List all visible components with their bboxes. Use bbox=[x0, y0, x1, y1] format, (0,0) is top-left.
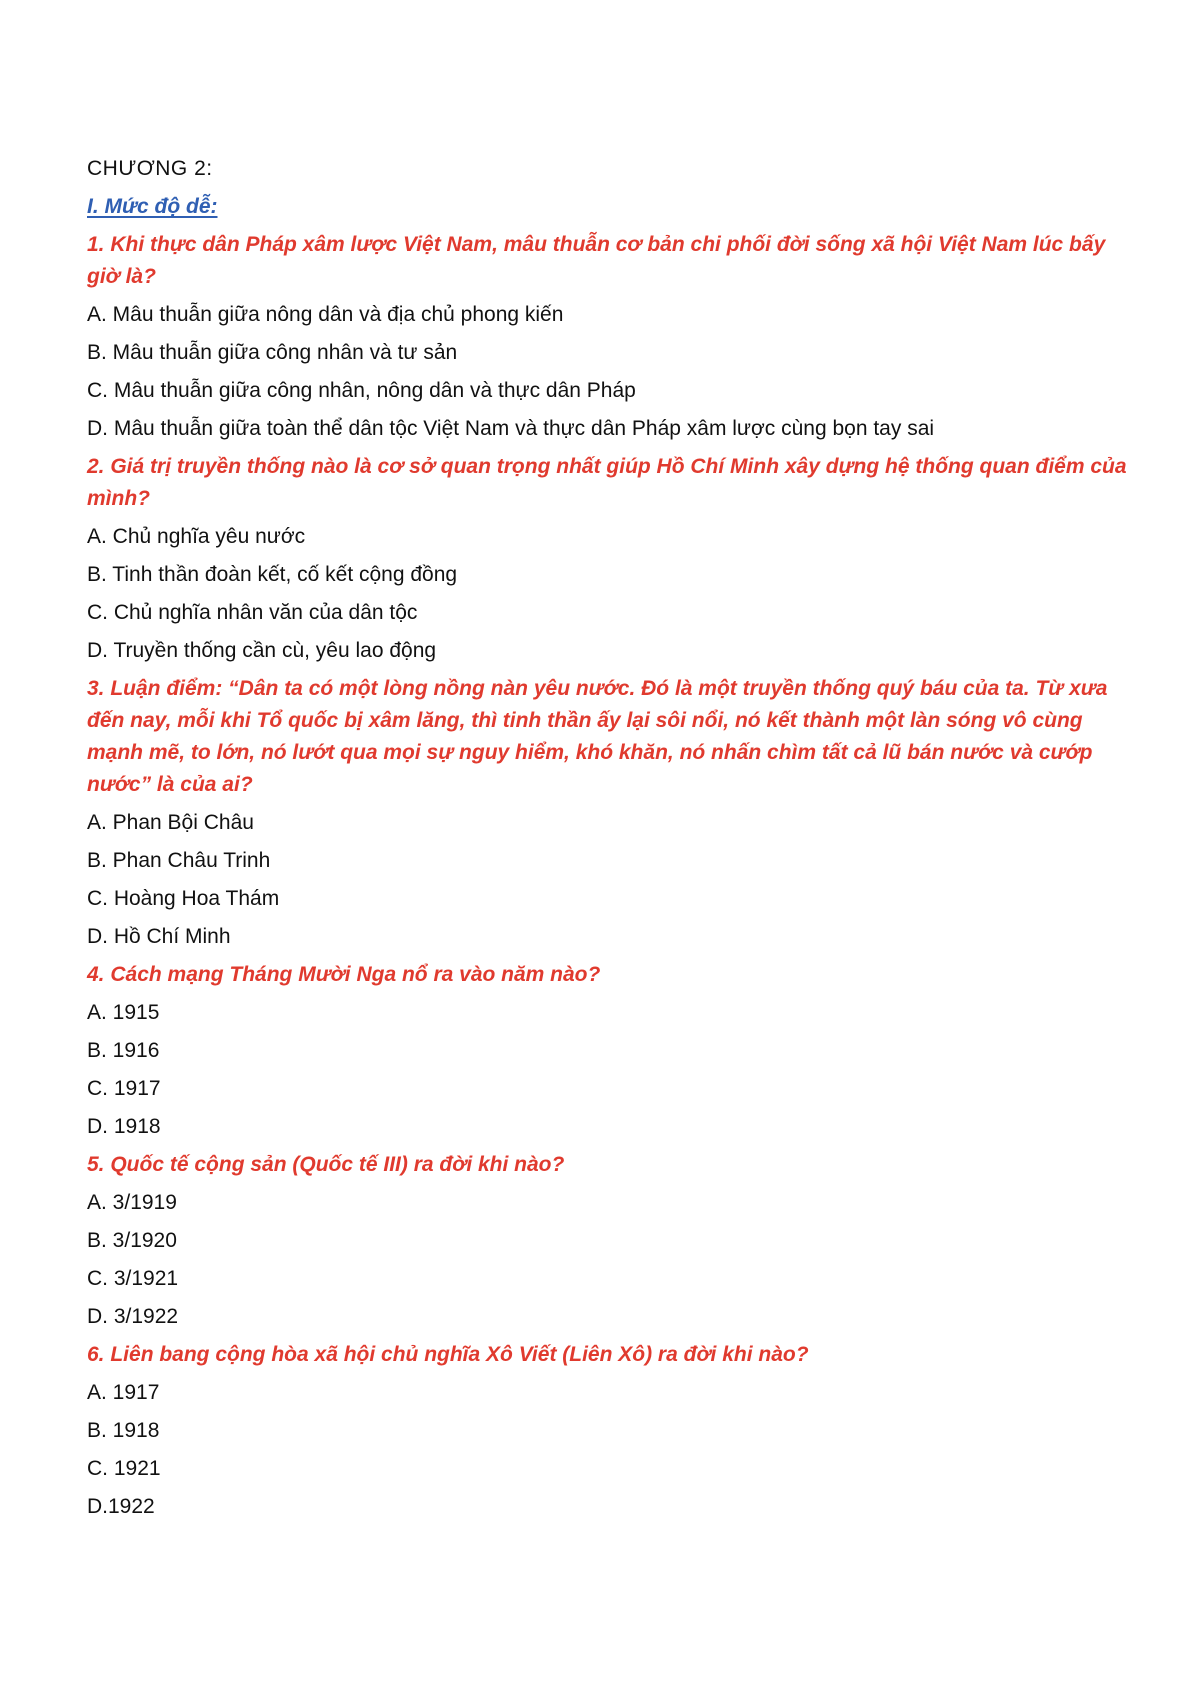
question-text: 6. Liên bang cộng hòa xã hội chủ nghĩa Xô Viết (Liên Xô) ra đời khi nào? bbox=[87, 1343, 809, 1366]
answer-option: C. 1917 bbox=[87, 1077, 161, 1100]
answer-option: A. Chủ nghĩa yêu nước bbox=[87, 525, 306, 548]
answer-option: D. Truyền thống cần cù, yêu lao động bbox=[87, 639, 437, 662]
answer-option: D. 1918 bbox=[87, 1115, 161, 1138]
answer-option: A. 1917 bbox=[87, 1381, 160, 1404]
answer-option: C. Chủ nghĩa nhân văn của dân tộc bbox=[87, 601, 418, 624]
answer-option: D. 3/1922 bbox=[87, 1305, 179, 1328]
document-page bbox=[87, 150, 1147, 1526]
question-text: 3. Luận điểm: “Dân ta có một lòng nồng nàn yêu nước. Đó là một truyền thống quý báu của ta. Từ xưa đến nay, mỗi khi Tổ quốc bị xâm lăng, thì tinh thần ấy lại sôi nổi, nó kết thành một làn sóng vô cùng mạnh mẽ, to lớn, nó lướt qua mọi sự nguy hiểm, khó khăn, nó nhấn chìm tất cả lũ bán nước và cướp nước” là của ai? bbox=[87, 677, 1108, 796]
answer-option: A. Phan Bội Châu bbox=[87, 811, 254, 834]
answer-option: A. 1915 bbox=[87, 1001, 160, 1024]
answer-option: B. Mâu thuẫn giữa công nhân và tư sản bbox=[87, 341, 458, 364]
answer-option: D.1922 bbox=[87, 1495, 155, 1518]
question-block bbox=[87, 1149, 1147, 1336]
question-text: 4. Cách mạng Tháng Mười Nga nổ ra vào năm nào? bbox=[87, 963, 601, 986]
question-block bbox=[87, 959, 1147, 1146]
answer-option: B. 1916 bbox=[87, 1039, 160, 1062]
answer-option: B. 3/1920 bbox=[87, 1229, 177, 1252]
answer-option: C. Mâu thuẫn giữa công nhân, nông dân và thực dân Pháp bbox=[87, 379, 636, 402]
section-title: I. Mức độ dễ: bbox=[87, 195, 218, 218]
question-text: 1. Khi thực dân Pháp xâm lược Việt Nam, mâu thuẫn cơ bản chi phối đời sống xã hội Việt Nam lúc bấy giờ là? bbox=[87, 233, 1106, 288]
question-block bbox=[87, 229, 1147, 448]
question-text: 2. Giá trị truyền thống nào là cơ sở quan trọng nhất giúp Hồ Chí Minh xây dựng hệ thống quan điểm của mình? bbox=[87, 455, 1127, 510]
answer-option: C. 3/1921 bbox=[87, 1267, 179, 1290]
answer-option: B. Phan Châu Trinh bbox=[87, 849, 271, 872]
answer-option: B. Tinh thần đoàn kết, cố kết cộng đồng bbox=[87, 563, 458, 586]
question-block bbox=[87, 673, 1147, 956]
answer-option: C. Hoàng Hoa Thám bbox=[87, 887, 280, 910]
question-block bbox=[87, 1339, 1147, 1526]
question-block bbox=[87, 451, 1147, 670]
answer-option: D. Mâu thuẫn giữa toàn thể dân tộc Việt Nam và thực dân Pháp xâm lược cùng bọn tay sai bbox=[87, 417, 935, 440]
answer-option: A. Mâu thuẫn giữa nông dân và địa chủ phong kiến bbox=[87, 303, 564, 326]
answer-option: B. 1918 bbox=[87, 1419, 160, 1442]
answer-option: C. 1921 bbox=[87, 1457, 161, 1480]
answer-option: A. 3/1919 bbox=[87, 1191, 177, 1214]
chapter-title: CHƯƠNG 2: bbox=[87, 157, 213, 180]
answer-option: D. Hồ Chí Minh bbox=[87, 925, 231, 948]
question-text: 5. Quốc tế cộng sản (Quốc tế III) ra đời khi nào? bbox=[87, 1153, 565, 1176]
